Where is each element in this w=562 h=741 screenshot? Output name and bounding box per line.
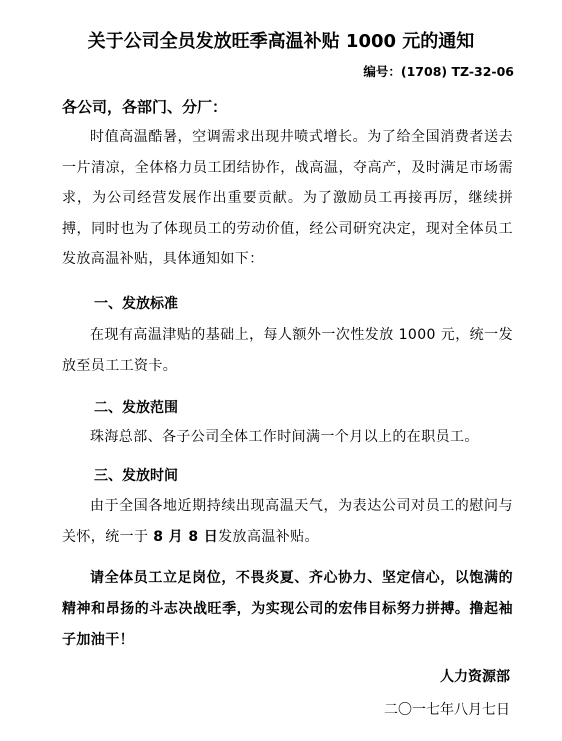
signature-department: 人力资源部 (440, 669, 510, 685)
intro-paragraph: 时值高温酷暑，空调需求出现井喷式增长。为了给全国消费者送去一片清凉，全体格力员工团结协作，战高温，夺高产，及时满足市场需求，为公司经营发展作出重要贡献。为了激励员工再接再厉，继续拼搏，同时也为了体现员工的劳动价值，经公司研究决定，现对全体员工发放高温补贴，具体通知如下： (62, 129, 513, 267)
closing-paragraph: 请全体员工立足岗位，不畏炎夏、齐心协力、坚定信心，以饱满的精神和昂扬的斗志决战旺季，为实现公司的宏伟目标努力拼搏。撸起袖子加油干！ (62, 570, 513, 648)
section-body-time (62, 491, 513, 552)
salutation: 各公司，各部门、分厂： (62, 98, 228, 116)
document-number: 编号：(1708) TZ-32-06 (363, 64, 514, 79)
section-body-time-tail: 发放高温补贴。 (218, 528, 319, 545)
notice-title: 关于公司全员发放旺季高温补贴 1000 元的通知 (87, 31, 475, 52)
section-body-time-text: 由于全国各地近期持续出现高温天气，为表达公司对员工的慰问与关怀，统一于 (62, 498, 513, 545)
issue-date: 二〇一七年八月七日 (384, 702, 510, 718)
section-body-scope: 珠海总部、各子公司全体工作时间满一个月以上的在职员工。 (90, 429, 479, 445)
payment-date: 8 月 8 日 (153, 528, 219, 545)
section-heading-time: 三、发放时间 (94, 468, 178, 484)
section-heading-scope: 二、发放范围 (94, 400, 178, 416)
section-body-standard: 在现有高温津贴的基础上，每人额外一次性发放 1000 元，统一发放至员工工资卡。 (62, 327, 513, 374)
section-heading-standard: 一、发放标准 (94, 296, 178, 312)
